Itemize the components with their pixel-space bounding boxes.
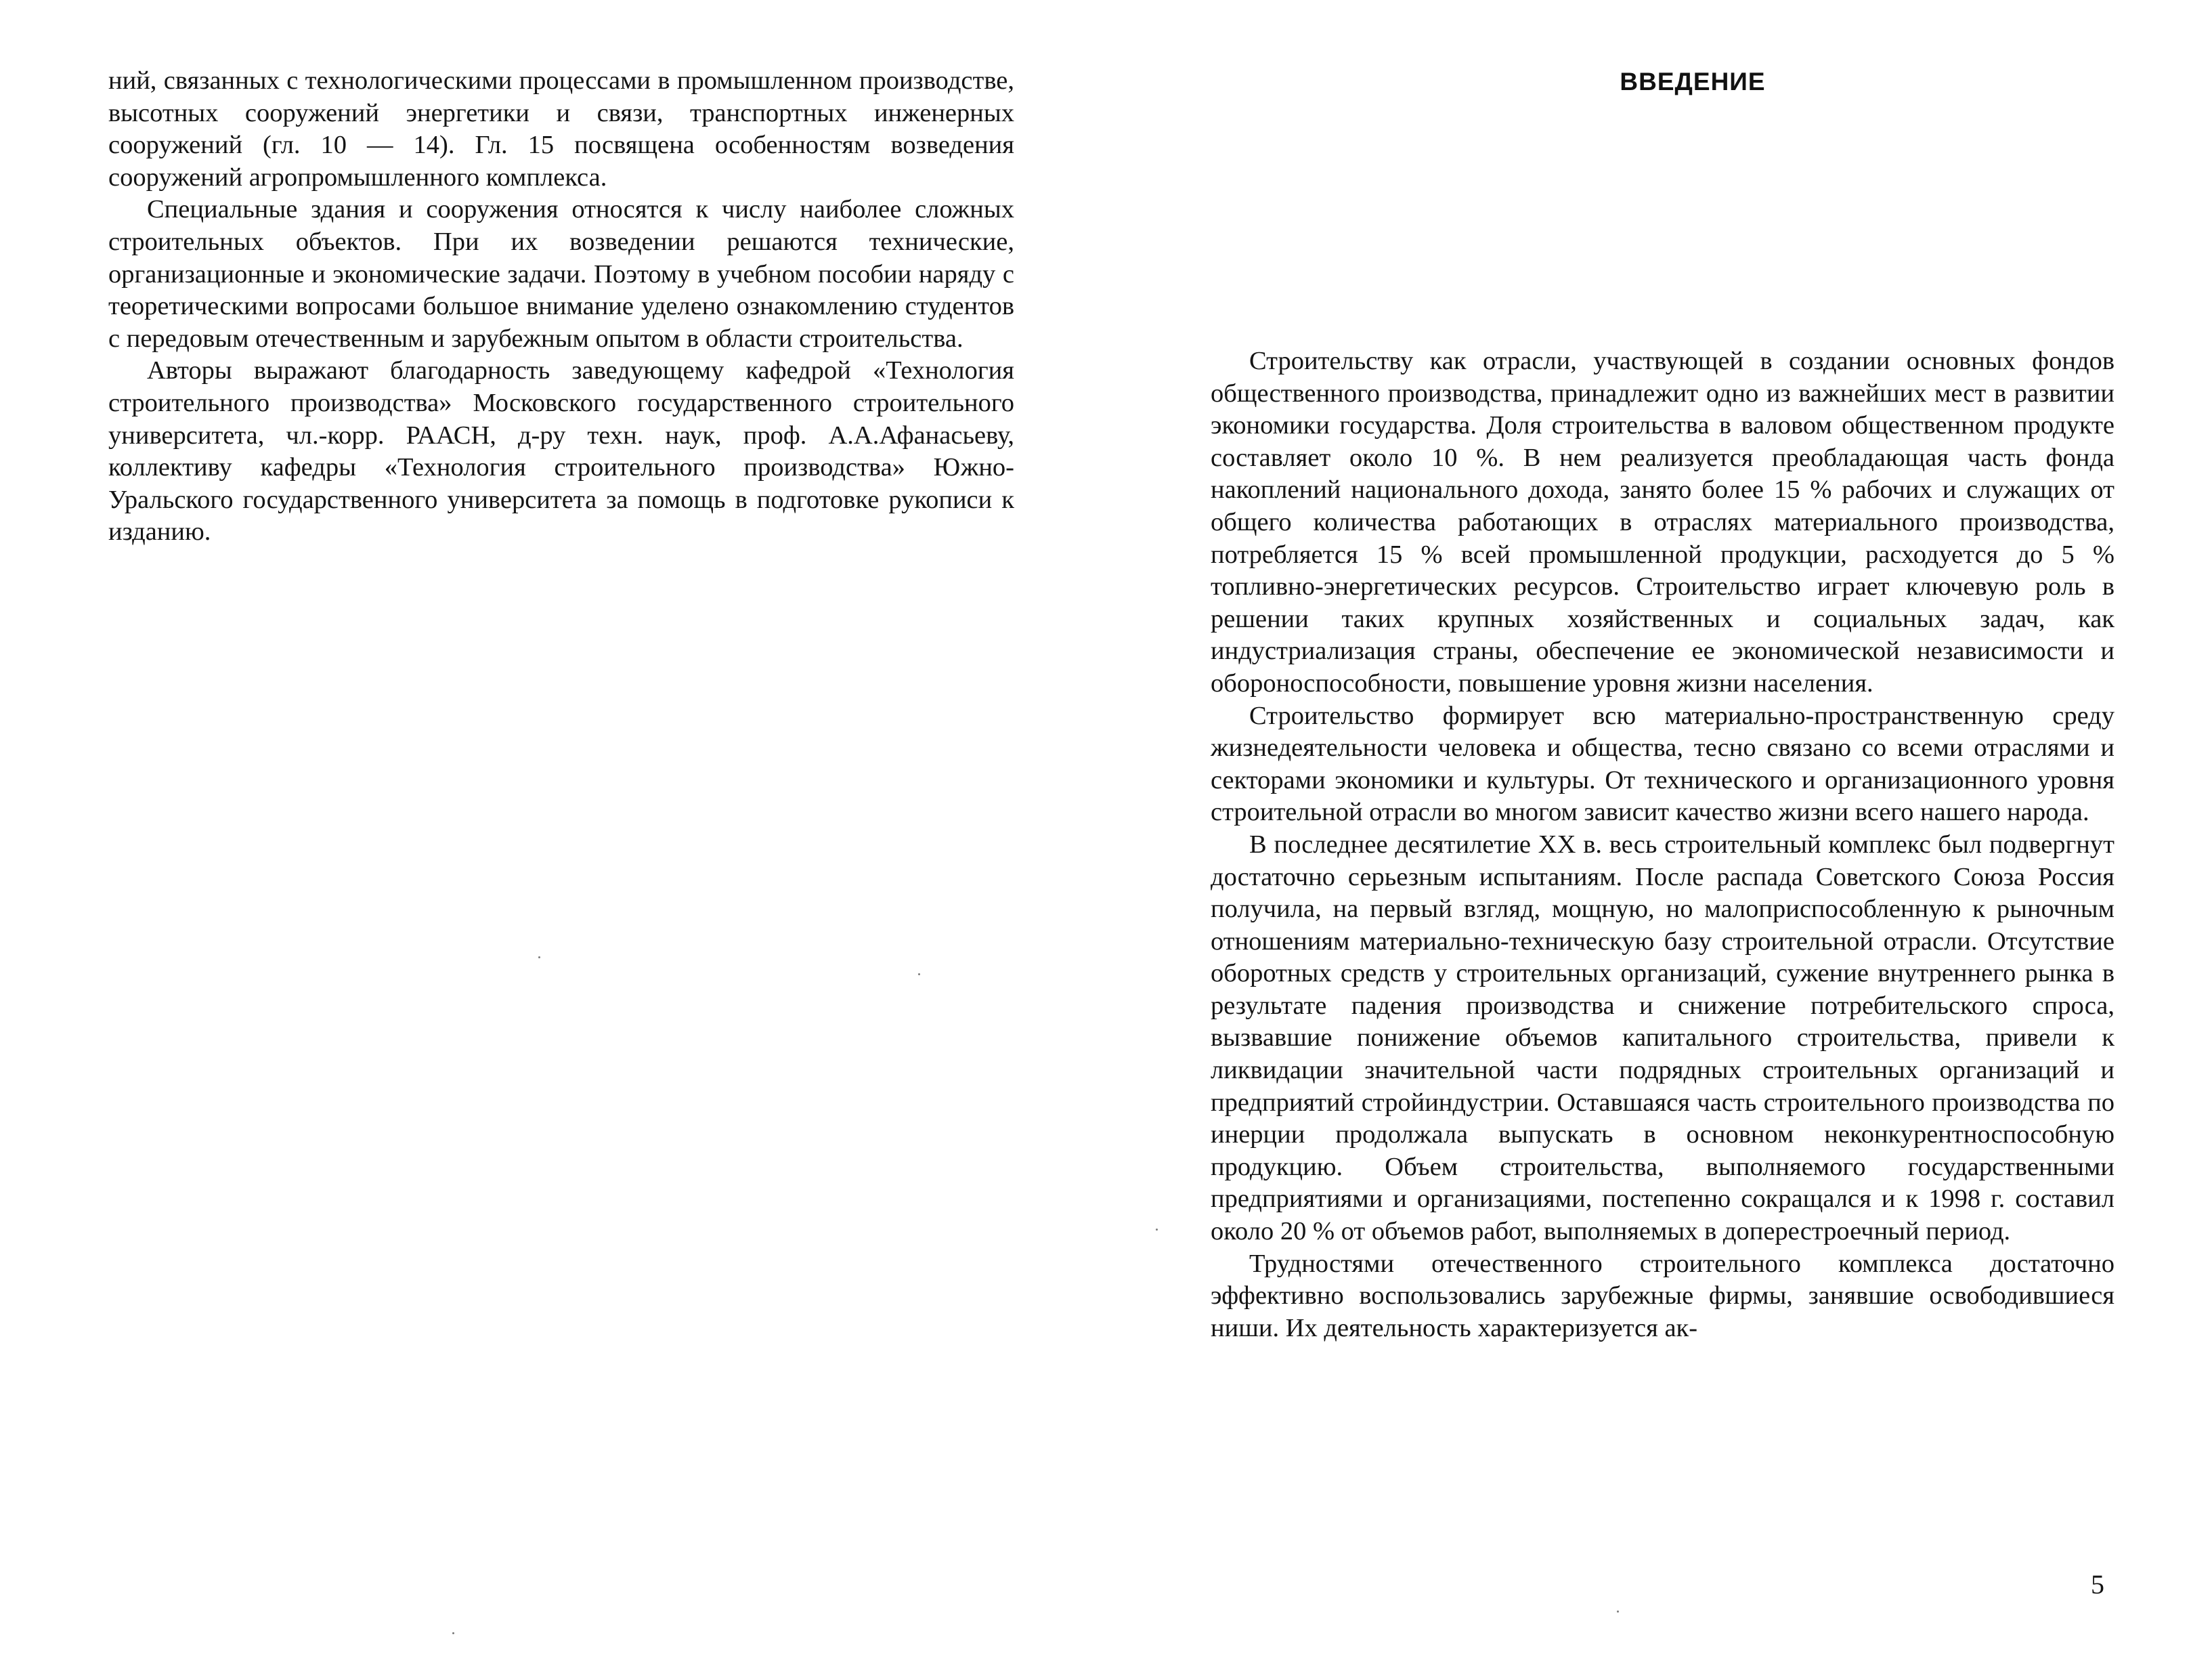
scan-speck [1617,1611,1619,1613]
page-number: 5 [2091,1569,2104,1600]
left-page-text [108,65,1014,549]
scan-speck [918,973,920,975]
right-paragraph-2: Строительство формирует всю материально-пространственную среду жизнедеятельности человека и общества, тесно связано со всеми отраслями и секторами экономики и культуры. От технического и организационного уровня строительной отрасли во многом зависит качество жизни всего нашего народа. [1211,701,2115,827]
scan-speck [538,956,540,958]
left-paragraph-3: Авторы выражают благодарность заведующему кафедрой «Технология строительного производства» Московского государственного строительного университета, чл.-корр. РААСН, д-ру техн. наук, проф. А.А.Афанасьеву, коллективу кафедры «Технология строительного производства» Южно-Уральского государственного университета за помощь в подготовке рукописи к изданию. [108,356,1014,547]
scan-speck [1156,1229,1158,1231]
right-paragraph-1: Строительству как отрасли, участвующей в создании основных фондов общественного производства, принадлежит одно из важнейших мест в развитии экономики государства. Доля строительства в валовом общественном продукте составляет около 10 %. В нем реализуется преобладающая часть фонда накоплений национального дохода, занято более 15 % рабочих и служащих от общего количества работающих в отраслях материального производства, потребляется 15 % всей промышленной продукции, расходуется до 5 % топливно-энергетических ресурсов. Строительство играет ключевую роль в решении таких крупных хозяйственных и социальных задач, как индустриализация страны, обеспечение ее экономической независимости и обороноспособности, повышение уровня жизни населения. [1211,347,2115,698]
right-paragraph-4: Трудностями отечественного строительного комплекса достаточно эффективно воспользовались зарубежные фирмы, занявшие освободившиеся ниши. Их деятельность характеризуется ак- [1211,1249,2115,1342]
right-page-text [1211,345,2115,1344]
scan-speck [452,1632,454,1634]
chapter-heading: ВВЕДЕНИЕ [1620,68,1766,95]
right-paragraph-3: В последнее десятилетие XX в. весь строительный комплекс был подвергнут достаточно серьезным испытаниям. После распада Советского Союза Россия получила, на первый взгляд, мощную, но малоприспособленную к рыночным отношениям материально-техническую базу строительной отрасли. Отсутствие оборотных средств у строительных организаций, сужение внутреннего рынка в результате падения производства и снижение потребительского спроса, вызвавшие понижение объемов капитального строительства, привели к ликвидации значительной части подрядных строительных организаций и предприятий стройиндустрии. Оставшаяся часть строительного производства по инерции продолжала выпускать в основном неконкурентноспособную продукцию. Объем строительства, выполняемого государственными предприятиями и организациями, постепенно сокращался и к 1998 г. составил около 20 % от объемов работ, выполняемых в доперестроечный период. [1211,830,2115,1246]
left-paragraph-2: Специальные здания и сооружения относятся к числу наиболее сложных строительных объектов. При их возведении решаются технические, организационные и экономические задачи. Поэтому в учебном пособии наряду с теоретическими вопросами большое внимание уделено ознакомлению студентов с передовым отечественным и зарубежным опытом в области строительства. [108,195,1014,353]
left-paragraph-1: ний, связанных с технологическими процессами в промышленном производстве, высотных сооружений энергетики и связи, транспортных инженерных сооружений (гл. 10 — 14). Гл. 15 посвящена особенностям возведения сооружений агропромышленного комплекса. [108,66,1014,192]
right-page [1106,0,2212,1662]
